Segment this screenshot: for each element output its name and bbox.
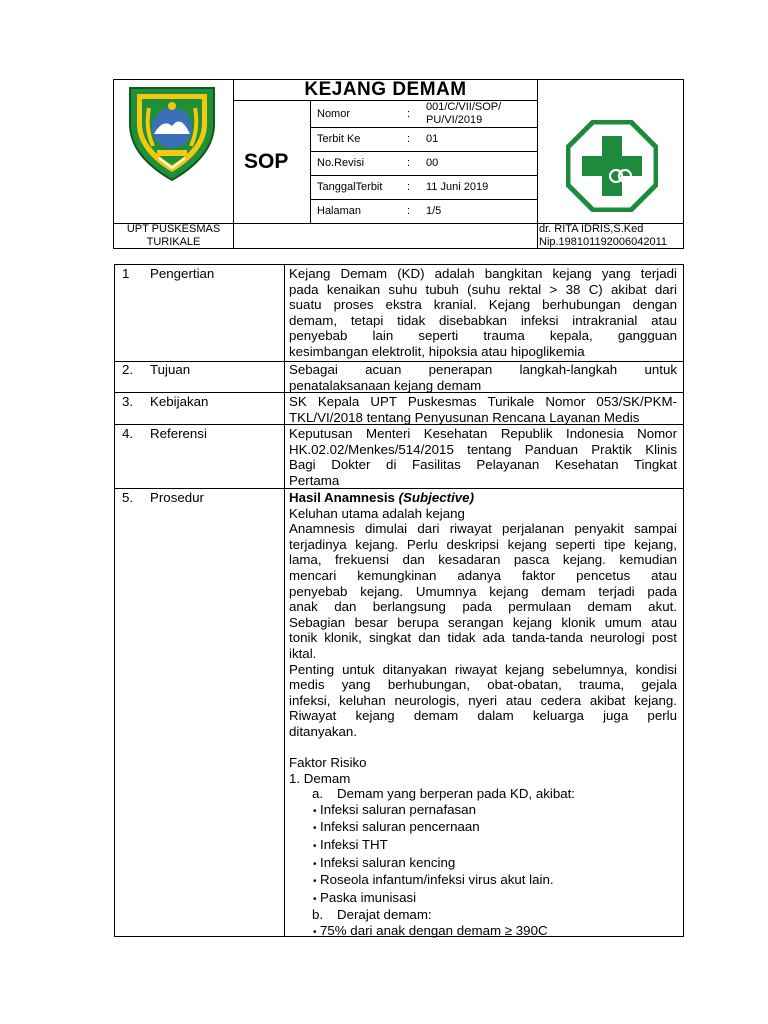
text-line: penyebab kejang. Umumnya kejang demam terjadi pada (289, 583, 677, 599)
list-item (313, 872, 677, 890)
bullet-text: Infeksi saluran pernafasan (320, 801, 476, 817)
meta-sep: : (407, 157, 411, 169)
sub-item-a (289, 786, 677, 802)
text-line: Riwayat kejang demam dalam keluarga juga perlu (289, 708, 677, 724)
text-line: lama, frekuensi dan kesadaran pasca kejang. kemudian (289, 552, 677, 568)
bullet-icon: • (313, 893, 317, 905)
meta-sep: : (407, 108, 411, 120)
text-line: demam, tetapi tidak disebabkan infeksi intrakranial atau (289, 312, 677, 328)
meta-label: TanggalTerbit (317, 181, 383, 193)
text-line: terjadinya kejang. Perlu deskripsi kejang seperti tipe kejang, (289, 536, 677, 552)
heading-text: Hasil Anamnesis (289, 490, 399, 505)
text-line: infeksi, keluhan neurologis, nyeri atau cedera akibat kejang. (289, 692, 677, 708)
text-line: pada kenaikan suhu tubuh (suhu rektal > 38 C) akibat dari (289, 281, 677, 297)
tujuan-text (289, 362, 677, 393)
text-line: Kejang Demam (KD) adalah bangkitan kejang yang terjadi (289, 266, 677, 281)
text-line: SK Kepala UPT Puskesmas Turikale Nomor 053/SK/PKM- (289, 394, 677, 409)
meta-label: Terbit Ke (317, 133, 361, 145)
row-label: Kebijakan (150, 394, 209, 409)
list-item (313, 819, 677, 837)
text-line: tonik klonik, singkat dan tidak ada tanda-tanda neurologi post (289, 630, 677, 646)
subsection-title: Faktor Risiko (289, 755, 367, 771)
sub-text: Demam yang berperan pada KD, akibat: (337, 786, 575, 802)
row-label: Referensi (150, 426, 207, 441)
row-label: Prosedur (150, 490, 204, 505)
text-line: kesimbangan elektrolit, hipoksia atau hipoglikemia (289, 343, 585, 359)
text-line: ditanyakan. (289, 723, 358, 739)
bullet-text: Roseola infantum/infeksi virus akut lain. (320, 872, 554, 888)
sop-label: SOP (244, 150, 289, 173)
list-item (313, 890, 677, 908)
row-number: 5. (122, 490, 134, 505)
meta-value: 01 (426, 133, 439, 145)
text-line: Sebagai acuan penerapan langkah-langkah untuk (289, 362, 677, 377)
list-item (313, 855, 677, 873)
meta-sep: : (407, 181, 411, 193)
signer-nip: Nip.198101192006042011 (539, 236, 668, 248)
text-line: TKL/VI/2018 tentang Penyusunan Rencana Layanan Medis (289, 409, 640, 425)
bullet-icon: • (313, 858, 317, 870)
row-number: 4. (122, 426, 134, 441)
text-line: Pertama (289, 472, 340, 488)
referensi-text (289, 426, 677, 488)
kebijakan-text (289, 394, 677, 425)
meta-sep: : (407, 205, 411, 217)
text-line: penyebab lain seperti trauma kepala, gangguan (289, 328, 677, 344)
text-line: Anamnesis dimulai dari riwayat perjalanan penyakit sampai (289, 521, 677, 537)
bullet-icon: • (313, 927, 317, 939)
meta-value: PU/VI/2019 (426, 114, 483, 126)
text-line: Sebagian besar berupa serangan kejang klonik umum atau (289, 614, 677, 630)
bullet-text: Infeksi THT (320, 837, 388, 853)
text-line: Bagi Dokter di Fasilitas Pelayanan Kesehatan Tingkat (289, 457, 677, 473)
row-number: 1 (122, 266, 130, 281)
bullet-list-b (289, 923, 677, 941)
bullet-text: Infeksi saluran pencernaan (320, 819, 480, 835)
list-item (313, 802, 677, 820)
row-label: Tujuan (150, 362, 191, 377)
meta-label: Halaman (317, 205, 362, 217)
heading-italic: (Subjective) (398, 490, 474, 505)
meta-value: 1/5 (426, 205, 442, 217)
bullet-icon: • (313, 823, 317, 835)
bullet-icon: • (313, 805, 317, 817)
puskesmas-cross-icon (566, 120, 658, 212)
meta-value: 00 (426, 157, 439, 169)
list-item (313, 837, 677, 855)
bullet-text: Infeksi saluran kencing (320, 854, 456, 870)
text-line: mencari kemungkinan adanya faktor pencetus atau (289, 567, 677, 583)
sub-letter: a. (312, 786, 324, 802)
document-title: KEJANG DEMAM (304, 79, 467, 100)
bullet-icon: • (313, 841, 317, 853)
meta-value: 001/C/VII/SOP/ (426, 101, 502, 113)
sub-text: Derajat demam: (337, 907, 432, 923)
pengertian-text (289, 266, 677, 360)
text-line: suatu proses ekstra kranial. Kejang berhubungan dengan (289, 297, 677, 313)
meta-label: No.Revisi (317, 157, 365, 169)
bullet-text: Paska imunisasi (320, 889, 417, 905)
bullet-icon: • (313, 876, 317, 888)
prosedur-text (289, 490, 677, 941)
row-number: 3. (122, 394, 134, 409)
text-line: Penting untuk ditanyakan riwayat kejang sebelumnya, kondisi (289, 661, 677, 677)
org-name: UPT PUSKESMAS (126, 223, 221, 235)
text-line: penatalaksanaan kejang demam (289, 377, 482, 393)
row-label: Pengertian (150, 266, 215, 281)
signer-name: dr. RITA IDRIS,S.Ked (539, 223, 644, 235)
text-line: anak dan berlangsung pada permulaan demam akut. (289, 599, 677, 615)
meta-sep: : (407, 133, 411, 145)
list-item: 1. Demam (289, 770, 351, 786)
text-line: HK.02.02/Menkes/514/2015 tentang Panduan Praktik Klinis (289, 441, 677, 457)
section-heading (289, 490, 677, 506)
meta-value: 11 Juni 2019 (426, 181, 489, 193)
org-name: TURIKALE (146, 236, 201, 248)
text-line: iktal. (289, 645, 317, 661)
bullet-text: 75% dari anak dengan demam ≥ 390C (320, 923, 548, 939)
text-line: medis yang berhubungan, obat-obatan, trauma, gejala (289, 677, 677, 693)
bullet-list-a (289, 802, 677, 908)
text-line: Keluhan utama adalah kejang (289, 505, 465, 521)
row-number: 2. (122, 362, 134, 377)
text-line: Keputusan Menteri Kesehatan Republik Indonesia Nomor (289, 426, 677, 441)
list-item (313, 923, 677, 941)
sub-item-b (289, 907, 677, 923)
regional-emblem-icon (125, 84, 219, 182)
meta-label: Nomor (317, 108, 351, 120)
sub-letter: b. (312, 907, 324, 923)
